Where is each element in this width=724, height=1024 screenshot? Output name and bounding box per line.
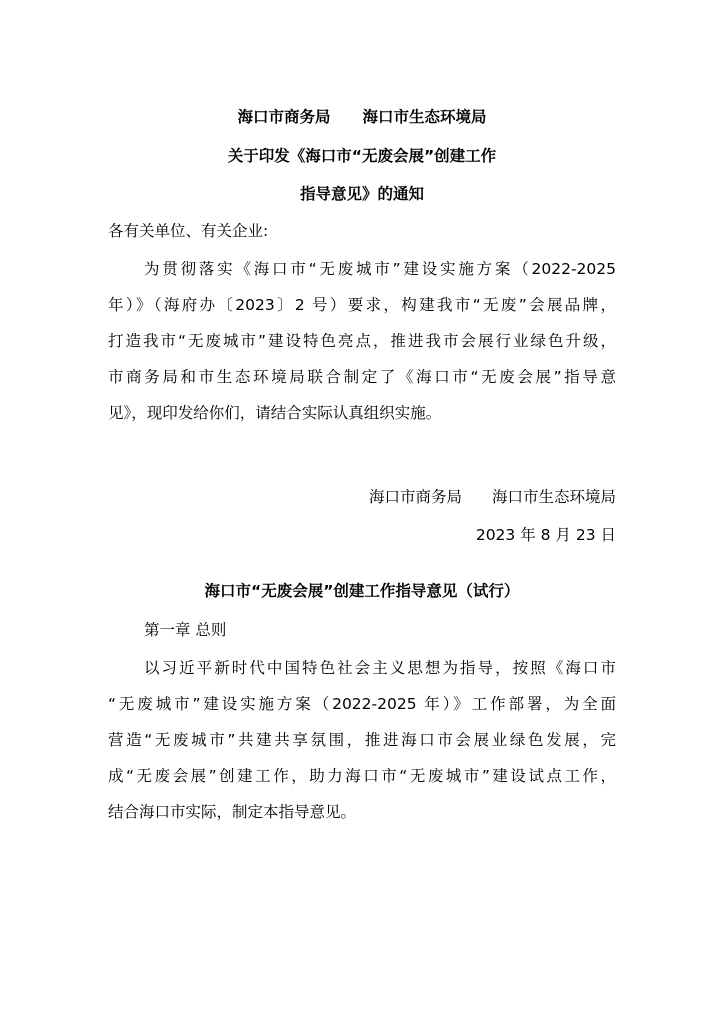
notice-line: 见》，现印发给你们，请结合实际认真组织实施。: [108, 404, 442, 422]
guideline-line: 成“无废会展”创建工作，助力海口市“无废城市”建设试点工作，: [108, 767, 616, 785]
issuer-heading: [0, 106, 724, 128]
notice-title-line-1: 关于印发《海口市“无废会展”创建工作: [227, 147, 497, 165]
guideline-line: “无废城市”建设实施方案（2022-2025 年）》工作部署，为全面: [108, 695, 616, 713]
signature-orgs: [369, 486, 616, 508]
guideline-line: 营造“无废城市”共建共享氛围，推进海口市会展业绿色发展，完: [108, 731, 616, 749]
notice-paragraph: [108, 251, 616, 431]
guideline-title: 海口市“无废会展”创建工作指导意见（试行）: [204, 582, 520, 600]
issuer-environment: 海口市生态环境局: [362, 108, 487, 126]
notice-line: 年）》（海府办〔2023〕2 号）要求，构建我市“无废”会展品牌，: [108, 296, 616, 314]
signature-org-environment: 海口市生态环境局: [491, 488, 616, 506]
guideline-line: 结合海口市实际，制定本指导意见。: [108, 803, 357, 821]
notice-line: 市商务局和市生态环境局联合制定了《海口市“无废会展”指导意: [108, 368, 616, 386]
guideline-line: 以习近平新时代中国特色社会主义思想为指导，按照《海口市: [144, 659, 616, 677]
notice-title-line-2: 指导意见》的通知: [299, 185, 424, 203]
chapter-heading: 第一章 总则: [144, 621, 227, 639]
issuer-commerce: 海口市商务局: [237, 108, 331, 126]
notice-line: 打造我市“无废城市”建设特色亮点，推进我市会展行业绿色升级，: [108, 332, 616, 350]
notice-line: 为贯彻落实《海口市“无废城市”建设实施方案（2022-2025: [144, 260, 616, 278]
guideline-paragraph: [108, 650, 616, 830]
salutation: 各有关单位、有关企业:: [108, 222, 269, 240]
signature-date: 2023 年 8 月 23 日: [475, 526, 616, 544]
signature-org-commerce: 海口市商务局: [368, 488, 462, 506]
